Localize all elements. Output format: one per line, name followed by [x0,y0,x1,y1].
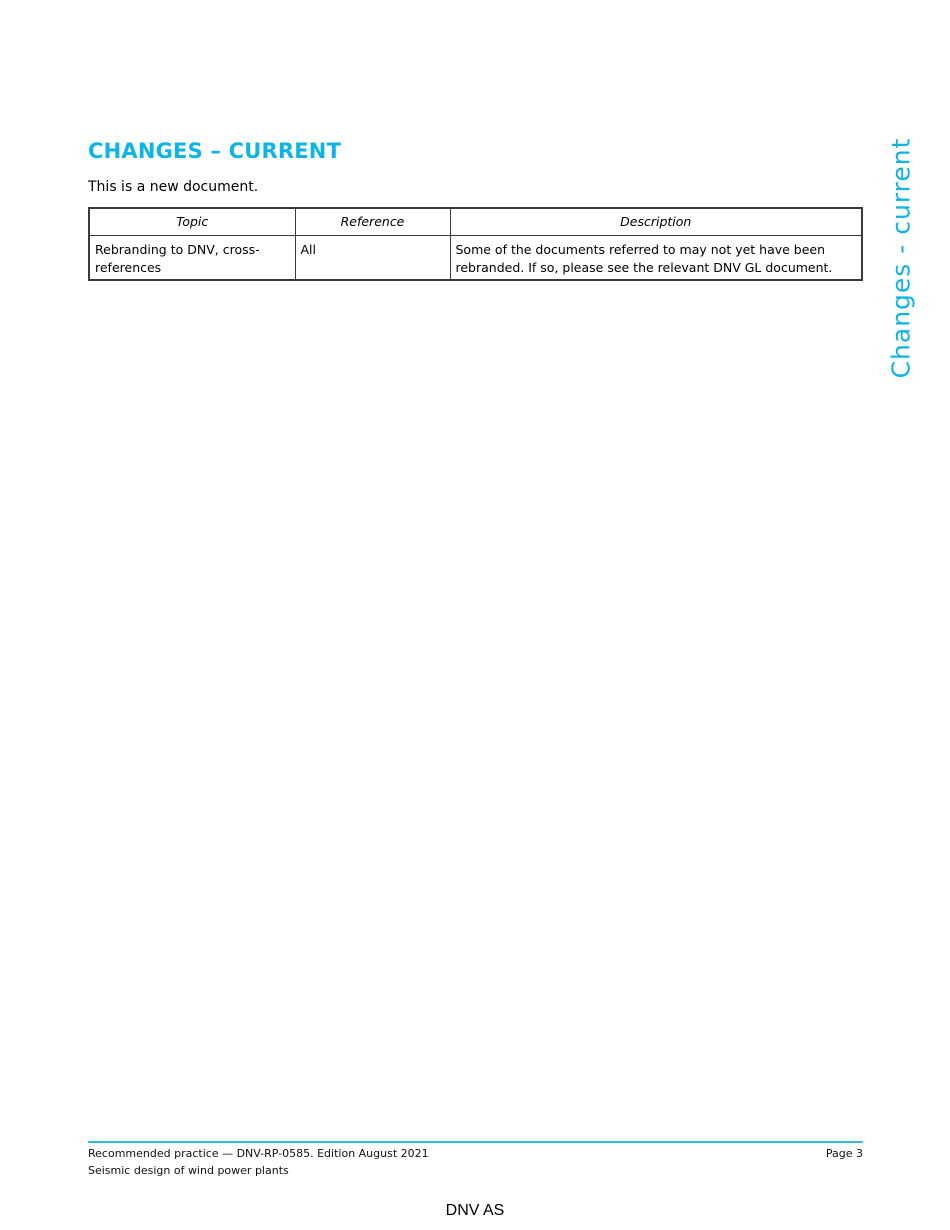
intro-text: This is a new document. [88,179,259,195]
reference-cell: All [295,236,450,281]
column-header-description: Description [450,208,862,236]
table-header-row [89,208,862,236]
footer-document-title: Seismic design of wind power plants [88,1164,289,1177]
description-cell: Some of the documents referred to may not yet have been rebranded. If so, please see the relevant DNV GL document. [450,236,862,281]
topic-cell: Rebranding to DNV, cross-references [89,236,295,281]
page-heading: CHANGES – CURRENT [88,139,342,163]
changes-table [88,207,863,281]
footer-page-number: Page 3 [825,1147,863,1160]
footer-divider [88,1141,863,1143]
table-row [89,236,862,281]
company-name: DNV AS [445,1202,505,1219]
column-header-reference: Reference [295,208,450,236]
side-section-tab: Changes - current [886,137,916,379]
column-header-topic: Topic [89,208,295,236]
footer-document-id: Recommended practice — DNV-RP-0585. Edition August 2021 [88,1147,429,1160]
